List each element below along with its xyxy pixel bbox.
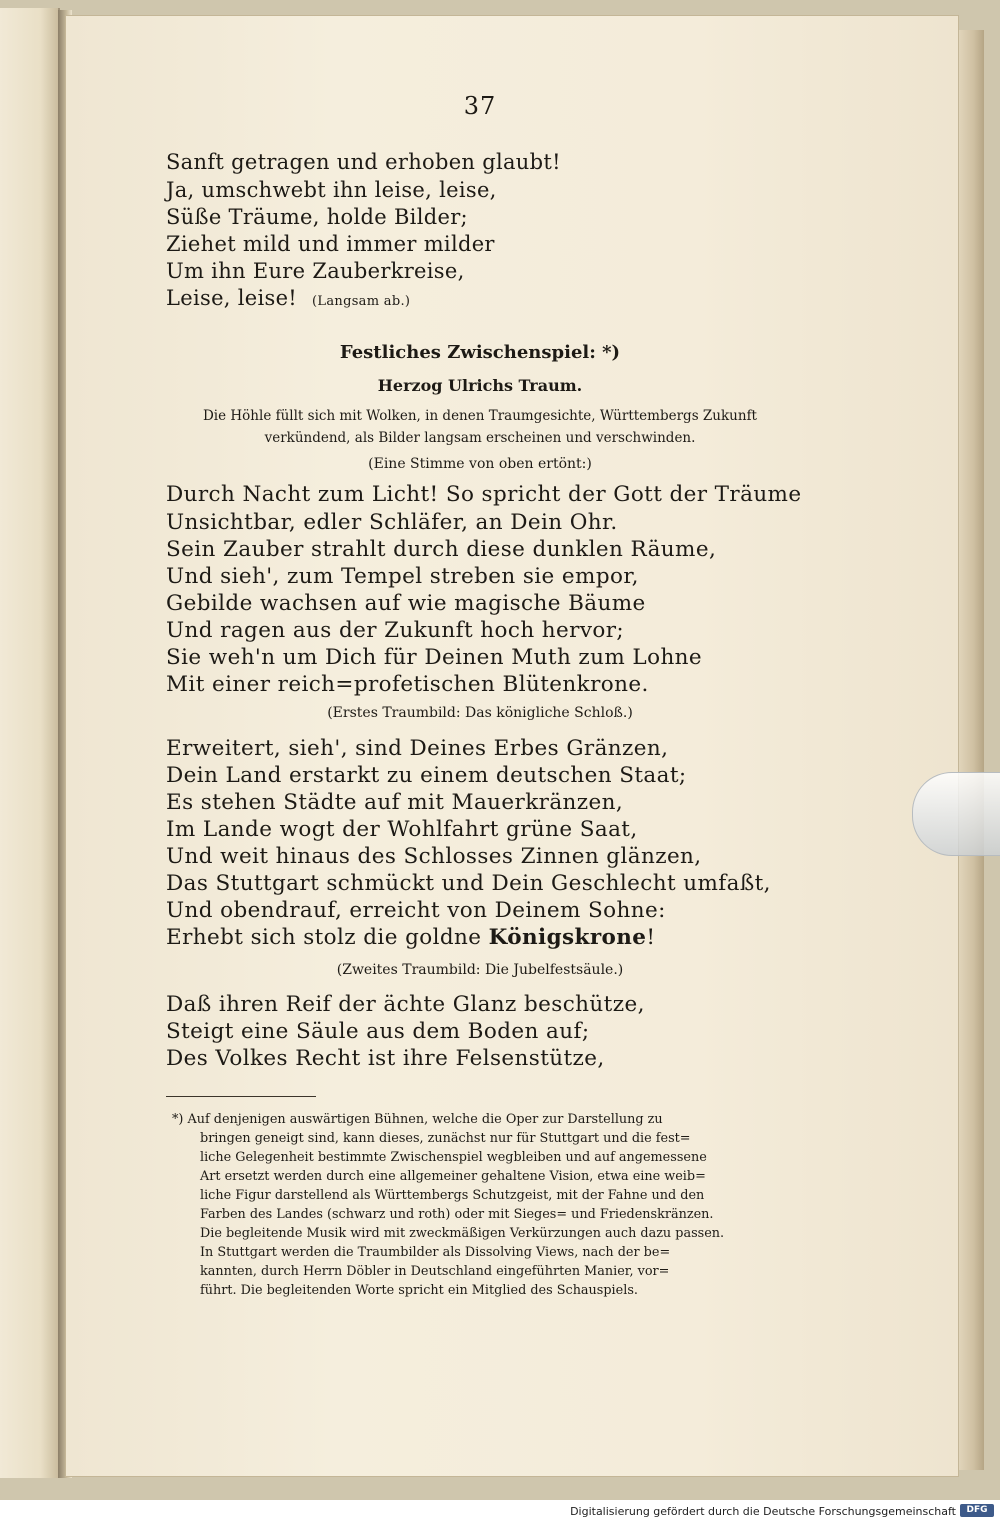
footnote-line: Farben des Landes (schwarz und roth) oder mit Sieges= und Friedenskränzen. (200, 1207, 714, 1222)
dfg-logo: DFG (960, 1504, 994, 1517)
verse-line: Mit einer reich=profetischen Blütenkrone. (166, 672, 649, 697)
verse-line: Und weit hinaus des Schlosses Zinnen glänzen, (166, 844, 702, 869)
verse-line: Ziehet mild und immer milder (166, 232, 495, 256)
dfg-credit-text: Digitalisierung gefördert durch die Deutsche Forschungsgemeinschaft (570, 1505, 956, 1518)
stage-description-line: Die Höhle füllt sich mit Wolken, in denen Traumgesichte, Württembergs Zukunft (202, 408, 757, 424)
footnote-line: führt. Die begleitenden Worte spricht ein Mitglied des Schauspiels. (200, 1283, 638, 1298)
footnote-line: liche Figur darstellend als Württembergs Schutzgeist, mit der Fahne und den (200, 1188, 705, 1203)
verse-text: Erhebt sich stolz die goldne (166, 925, 489, 950)
verse-line-last (166, 286, 410, 310)
verse-line: Erweitert, sieh', sind Deines Erbes Gränzen, (166, 736, 669, 761)
verse-line: Und obendrauf, erreicht von Deinem Sohne: (166, 898, 666, 923)
verse-line: Es stehen Städte auf mit Mauerkränzen, (166, 790, 624, 815)
stage-direction-second-dream: (Zweites Traumbild: Die Jubelfestsäule.) (336, 962, 624, 978)
verse-line: Süße Träume, holde Bilder; (166, 205, 468, 229)
verse-line: Durch Nacht zum Licht! So spricht der Gott der Träume (166, 482, 802, 507)
verse-line: Im Lande wogt der Wohlfahrt grüne Saat, (166, 817, 638, 842)
verse-text: Leise, leise! (166, 286, 298, 310)
verse-line: Steigt eine Säule aus dem Boden auf; (166, 1019, 590, 1044)
interlude-heading: Festliches Zwischenspiel: *) (339, 342, 621, 363)
verse-line: Das Stuttgart schmückt und Dein Geschlecht umfaßt, (166, 871, 771, 896)
verse-line: Und ragen aus der Zukunft hoch hervor; (166, 618, 625, 643)
verse-line: Sanft getragen und erhoben glaubt! (166, 150, 561, 174)
footnote-line: kannten, durch Herrn Döbler in Deutschland eingeführten Manier, vor= (200, 1264, 670, 1279)
footnote-line: liche Gelegenheit bestimmte Zwischenspiel wegbleiben und auf angemessene (200, 1150, 707, 1165)
verse-line: Des Volkes Recht ist ihre Felsenstütze, (166, 1046, 605, 1071)
verse-line: Gebilde wachsen auf wie magische Bäume (166, 591, 646, 616)
stage-direction-voice: (Eine Stimme von oben ertönt:) (368, 456, 592, 472)
stage-description-line: verkündend, als Bilder langsam erscheinen und verschwinden. (264, 430, 696, 446)
verse-line: Daß ihren Reif der ächte Glanz beschütze, (166, 992, 645, 1017)
verse-line: Sein Zauber strahlt durch diese dunklen Räume, (166, 537, 717, 562)
verse-line-crown (166, 925, 655, 950)
verse-line: Sie weh'n um Dich für Deinen Muth zum Lohne (166, 645, 703, 670)
verse-text: ! (646, 925, 656, 950)
footnote-line: Die begleitende Musik wird mit zweckmäßigen Verkürzungen auch dazu passen. (200, 1226, 725, 1241)
page-number: 37 (463, 92, 497, 120)
stage-direction-first-dream: (Erstes Traumbild: Das königliche Schloß.) (327, 705, 633, 721)
footnote-line: Art ersetzt werden durch eine allgemeiner gehaltene Vision, etwa eine weib= (200, 1169, 706, 1184)
verse-line: Ja, umschwebt ihn leise, leise, (166, 178, 497, 202)
footnote-line: In Stuttgart werden die Traumbilder als Dissolving Views, nach der be= (200, 1245, 671, 1260)
stage-direction-langsam: (Langsam ab.) (312, 294, 411, 309)
verse-line: Um ihn Eure Zauberkreise, (166, 259, 465, 283)
verse-line: Und sieh', zum Tempel streben sie empor, (166, 564, 639, 589)
footnote-line: *) Auf denjenigen auswärtigen Bühnen, welche die Oper zur Darstellung zu (172, 1112, 663, 1127)
verse-line: Unsichtbar, edler Schläfer, an Dein Ohr. (166, 510, 618, 535)
footnote-rule (166, 1096, 316, 1097)
interlude-subheading: Herzog Ulrichs Traum. (377, 376, 583, 395)
koenigskrone-word: Königskrone (488, 925, 647, 950)
footnote-line: bringen geneigt sind, kann dieses, zunächst nur für Stuttgart und die fest= (200, 1131, 691, 1146)
verse-line: Dein Land erstarkt zu einem deutschen Staat; (166, 763, 687, 788)
